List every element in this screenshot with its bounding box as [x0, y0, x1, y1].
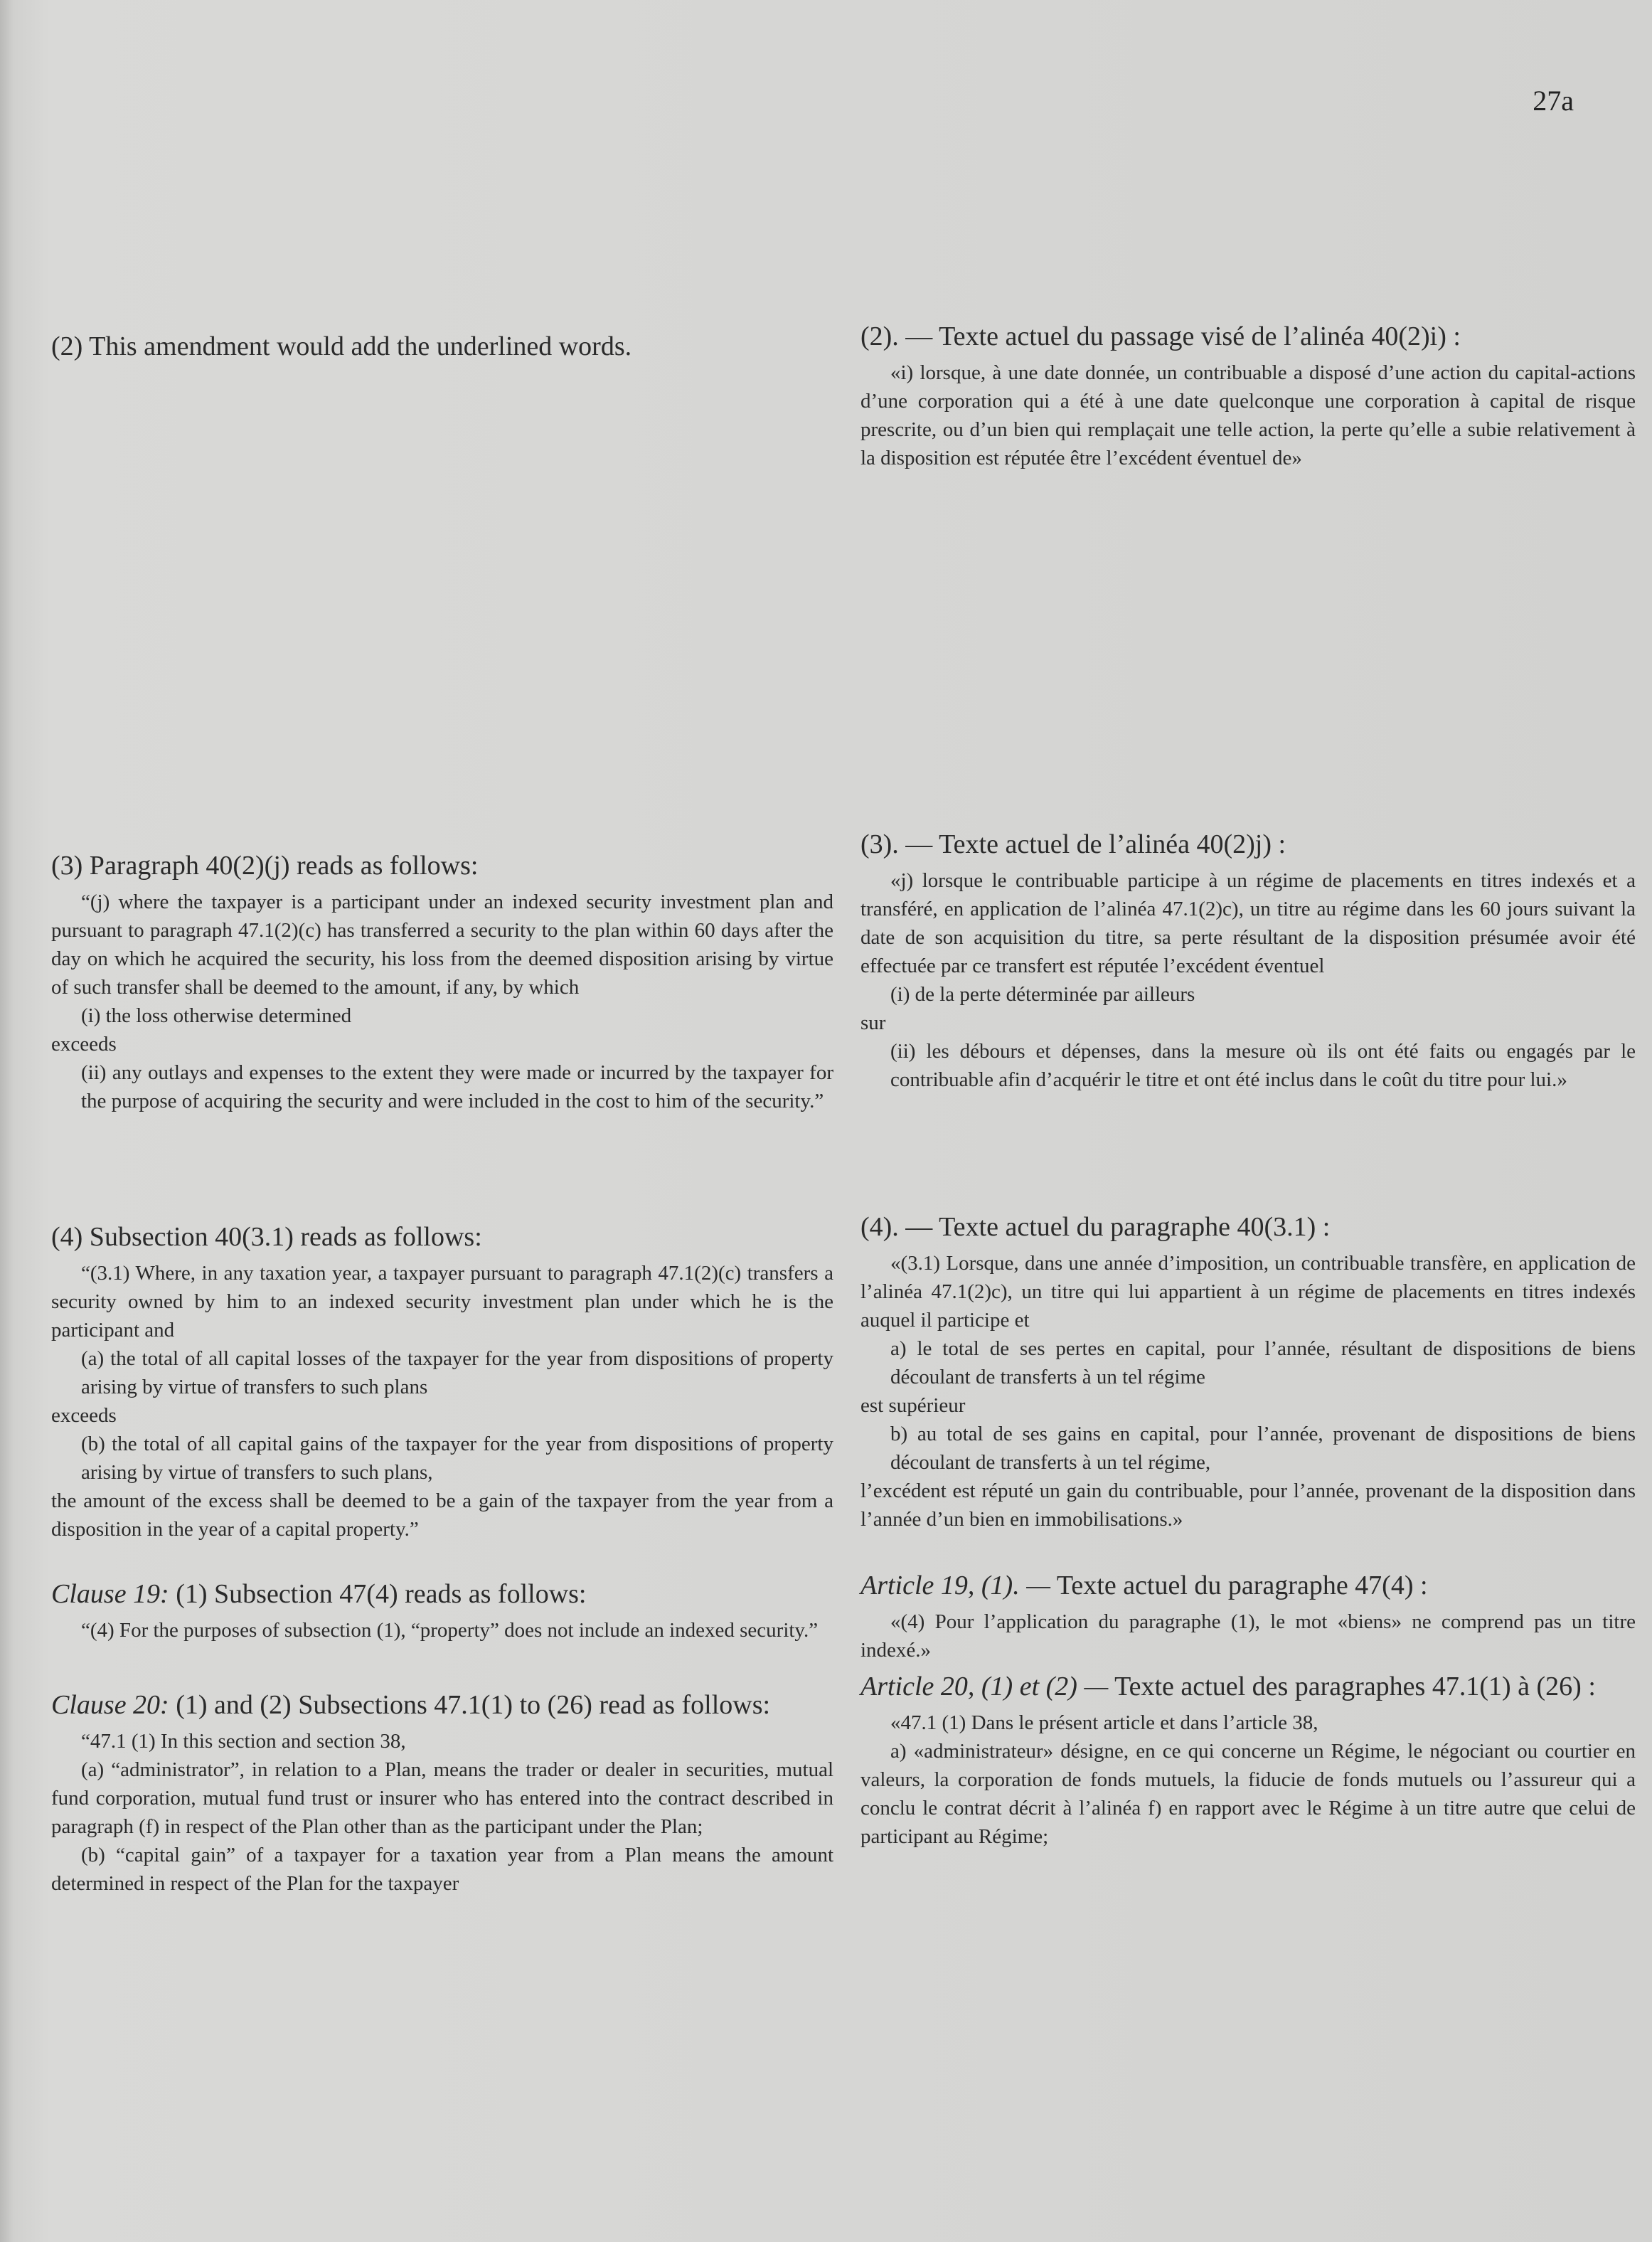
- left-c20-heading: (1) and (2) Subsections 47.1(1) to (26) read as follows:: [176, 1690, 771, 1720]
- right-s4-item-b: b) au total de ses gains en capital, pour l’année, provenant de dispositions de biens découlant de transferts à un tel régime,: [890, 1423, 1636, 1474]
- left-c19-heading: (1) Subsection 47(4) reads as follows:: [176, 1579, 587, 1609]
- right-s4-item-a: a) le total de ses pertes en capital, pour l’année, résultant de dispositions de biens découlant de transferts à un tel régime: [890, 1337, 1636, 1388]
- right-s3-item-i: (i) de la perte déterminée par ailleurs: [890, 983, 1195, 1006]
- right-s4-heading: (4). — Texte actuel du paragraphe 40(3.1) :: [860, 1212, 1331, 1242]
- left-s3-intro: “(j) where the taxpayer is a participant under an indexed security investment plan and pursuant to paragraph 47.1(2)(c) has transferred a security to the plan within 60 days after the day on which he acquired the security, his loss from the deemed disposition arising by virtue of such transfer shall be deemed to the amount, if any, by which: [51, 891, 833, 999]
- right-s3-heading: (3). — Texte actuel de l’alinéa 40(2)j) :: [860, 829, 1286, 859]
- right-a20-p1: «47.1 (1) Dans le présent article et dans l’article 38,: [890, 1711, 1318, 1734]
- right-a19-article: Article 19, (1). —: [860, 1571, 1051, 1600]
- right-s3-sur: sur: [860, 1011, 886, 1034]
- left-s4-exceeds: exceeds: [51, 1404, 117, 1427]
- left-s4-item-a: (a) the total of all capital losses of the taxpayer for the year from dispositions of property arising by virtue of transfers to such plans: [81, 1347, 833, 1398]
- left-s3-item-i: (i) the loss otherwise determined: [81, 1004, 352, 1027]
- left-s3-exceeds: exceeds: [51, 1033, 117, 1056]
- left-s4-intro: “(3.1) Where, in any taxation year, a taxpayer pursuant to paragraph 47.1(2)(c) transfers a security owned by him to an indexed security investment plan under which he is the participant and: [51, 1262, 833, 1342]
- left-s4-item-b: (b) the total of all capital gains of the taxpayer for the year from dispositions of property arising by virtue of transfers to such plans,: [81, 1433, 833, 1484]
- left-s3-heading: (3) Paragraph 40(2)(j) reads as follows:: [51, 851, 479, 881]
- right-section-2: [860, 319, 1636, 472]
- left-c20-item-b: (b) “capital gain” of a taxpayer for a taxation year from a Plan means the amount determined in respect of the Plan for the taxpayer: [51, 1844, 833, 1895]
- right-article-19: [860, 1568, 1636, 1664]
- right-s2-text: «i) lorsque, à une date donnée, un contribuable a disposé d’une action du capital-actions d’une corporation qui a été à une date quelconque une corporation à capital de risque prescrite, ou d’un bien qui remplaçait une telle action, la perte qu’elle a subie relativement à la disposition est réputée être l’excédent éventuel de»: [860, 361, 1636, 469]
- page-number: 27a: [1533, 85, 1574, 117]
- left-c20-item-a: (a) “administrator”, in relation to a Plan, means the trader or dealer in securities, mutual fund corporation, mutual fund trust or insurer who has entered into the contract described in paragraph (f) in respect of the Plan other than as the participant under the Plan;: [51, 1758, 833, 1838]
- left-c20-clause: Clause 20:: [51, 1690, 169, 1720]
- left-s4-end: the amount of the excess shall be deemed to be a gain of the taxpayer from the year from a disposition in the year of a capital property.”: [51, 1489, 833, 1541]
- right-s2-heading: (2). — Texte actuel du passage visé de l’alinéa 40(2)i) :: [860, 322, 1461, 351]
- right-a20-item-a: a) «administrateur» désigne, en ce qui concerne un Régime, le négociant ou courtier en valeurs, la corporation de fonds mutuels, la fiducie de fonds mutuels ou l’assureur qui a conclu le contrat décrit à l’alinéa f) en rapport avec le Régime à un titre autre que celui de participant au Régime;: [860, 1740, 1636, 1848]
- right-section-3: [860, 827, 1636, 1094]
- right-section-4: [860, 1209, 1636, 1534]
- left-c19-text: “(4) For the purposes of subsection (1), “property” does not include an indexed security.”: [81, 1619, 819, 1642]
- right-s3-intro: «j) lorsque le contribuable participe à un régime de placements en titres indexés et a transféré, en application de l’alinéa 47.1(2)c), un titre au régime dans les 60 jours suivant la date de son acquisition du titre, sa perte résultant de la disposition présumée avoir été effectuée par ce transfert est réputée l’excédent éventuel: [860, 869, 1636, 977]
- right-s4-end: l’excédent est réputé un gain du contribuable, pour l’année, provenant de la disposition dans l’année d’un bien en immobilisations.»: [860, 1479, 1636, 1531]
- left-clause-19: [51, 1576, 833, 1645]
- left-s2-heading: (2) This amendment would add the underlined words.: [51, 331, 632, 361]
- left-s3-item-ii: (ii) any outlays and expenses to the extent they were made or incurred by the taxpayer for the purpose of acquiring the security and were included in the cost to him of the security.”: [81, 1061, 833, 1112]
- right-a19-text: «(4) Pour l’application du paragraphe (1), le mot «biens» ne comprend pas un titre indexé.»: [860, 1610, 1636, 1662]
- right-a19-heading: Texte actuel du paragraphe 47(4) :: [1056, 1571, 1428, 1600]
- page-edge-shadow: [0, 0, 13, 2242]
- right-s4-intro: «(3.1) Lorsque, dans une année d’imposition, un contribuable transfère, en application de l’alinéa 47.1(2)c), un titre qui lui appartient à un régime de placements en titres indexés auquel il participe et: [860, 1252, 1636, 1332]
- left-section-3: [51, 848, 833, 1115]
- right-a20-heading: Texte actuel des paragraphes 47.1(1) à (26) :: [1114, 1672, 1596, 1701]
- left-c20-p1: “47.1 (1) In this section and section 38,: [81, 1730, 406, 1753]
- right-s4-sup: est supérieur: [860, 1394, 966, 1417]
- right-s3-item-ii: (ii) les débours et dépenses, dans la mesure où ils ont été faits ou engagés par le contribuable afin d’acquérir le titre et ont été inclus dans le coût du titre pour lui.»: [890, 1040, 1636, 1091]
- left-section-2: [51, 329, 833, 368]
- right-a20-article: Article 20, (1) et (2) —: [860, 1672, 1109, 1701]
- left-c19-clause: Clause 19:: [51, 1579, 169, 1609]
- left-s4-heading: (4) Subsection 40(3.1) reads as follows:: [51, 1222, 482, 1252]
- left-section-4: [51, 1219, 833, 1544]
- right-article-20: [860, 1669, 1636, 1851]
- left-clause-20: [51, 1687, 833, 1898]
